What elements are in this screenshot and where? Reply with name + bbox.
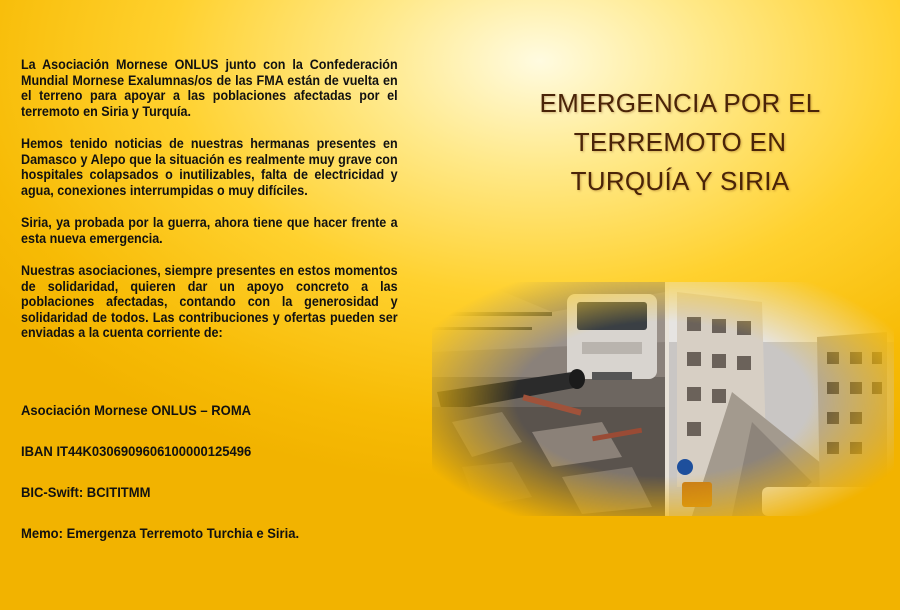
collapsed-buildings-photo [669, 282, 894, 516]
title-line-1: EMERGENCIA POR EL [539, 88, 821, 118]
van-shape [567, 294, 657, 380]
title-line-3: TURQUÍA Y SIRIA [570, 166, 790, 196]
paragraph-syria: Siria, ya probada por la guerra, ahora tiene que hacer frente a esta nueva emergencia. [21, 215, 398, 246]
earthquake-photo [432, 282, 894, 516]
account-holder: Asociación Mornese ONLUS – ROMA [21, 402, 252, 418]
paragraph-intro: La Asociación Mornese ONLUS junto con la Confederación Mundial Mornese Exalumnas/os de las FMA están de vuelta en el terreno para apoyar a las poblaciones afectadas por el terremoto en Siria y Turquía. [21, 57, 398, 119]
iban: IBAN IT44K0306909606100000125496 [21, 443, 252, 459]
paragraph-appeal: Nuestras asociaciones, siempre presentes en estos momentos de solidaridad, quieren dar un apoyo concreto a las poblaciones afectadas, contando con la generosidad y solidaridad de todos. Las contribuciones y ofertas pueden ser enviadas a la cuenta corriente de: [21, 263, 398, 340]
paragraph-news: Hemos tenido noticias de nuestras hermanas presentes en Damasco y Alepo que la situación es realmente muy grave con hospitales colapsados o inutilizables, falta de electricidad y agua, conexiones interrumpidas o muy difíciles. [21, 136, 398, 198]
bic-swift: BIC-Swift: BCITITMM [21, 484, 151, 500]
page-title [520, 84, 840, 201]
title-line-2: TERREMOTO EN [573, 127, 787, 157]
appeal-text [21, 57, 398, 366]
memo: Memo: Emergenza Terremoto Turchia e Siria. [21, 525, 300, 541]
rubble-street-photo [432, 282, 665, 516]
